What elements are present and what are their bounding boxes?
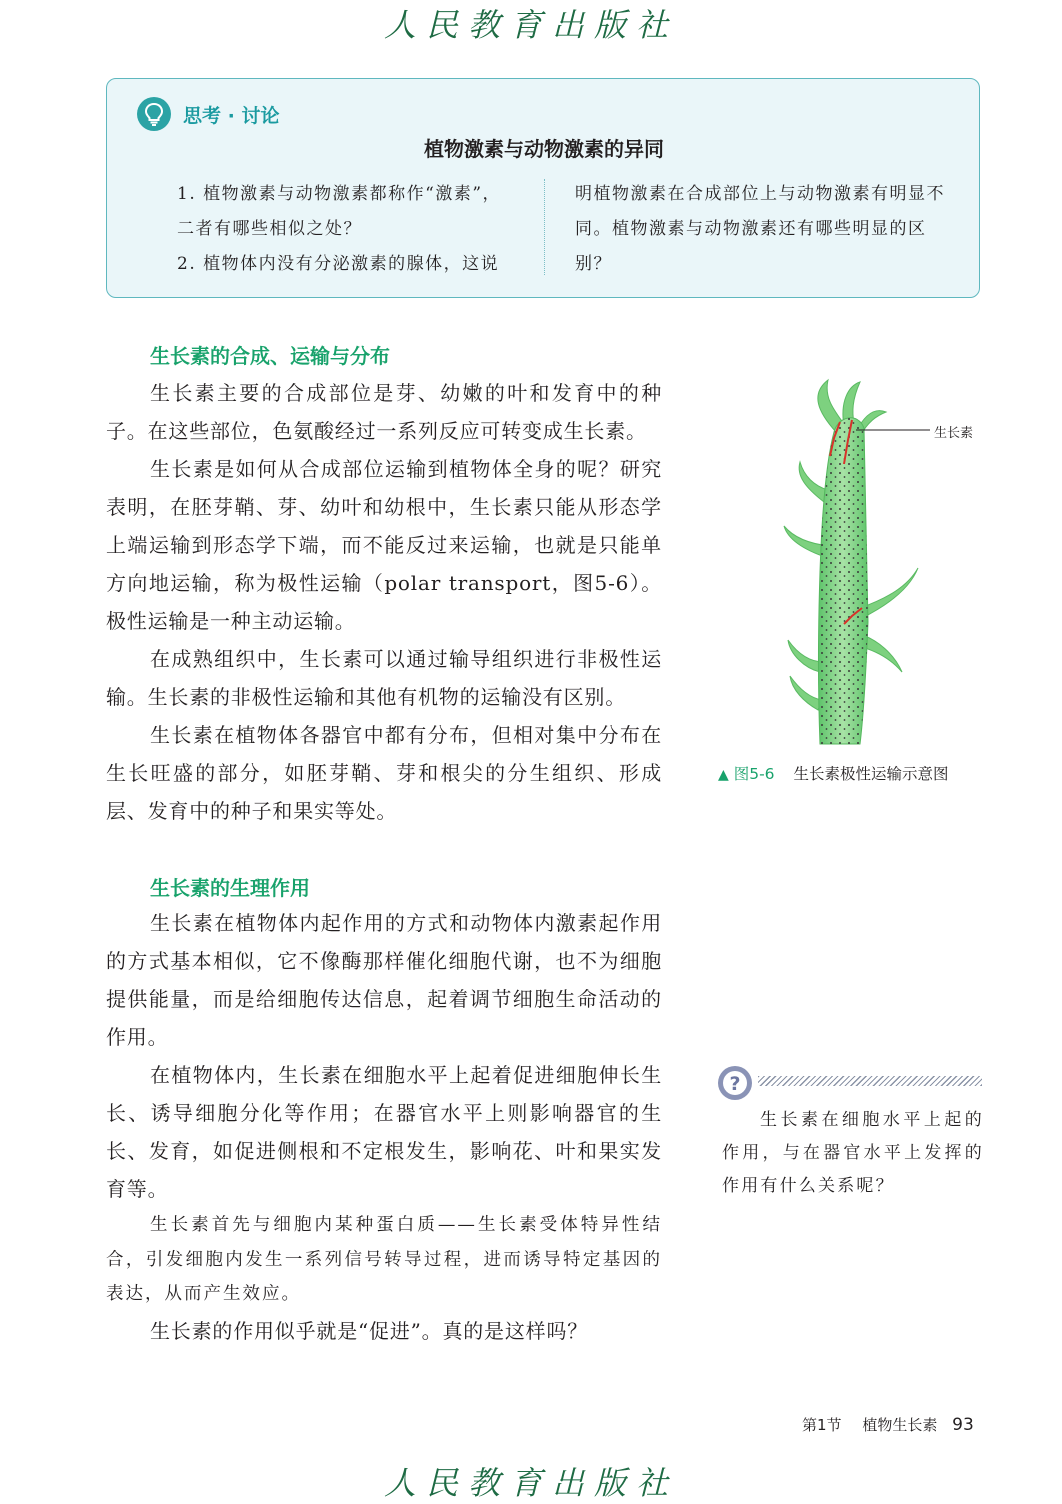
publisher-footer: 人民教育出版社 [383,1464,678,1502]
paragraph: 生长素在植物体各器官中都有分布，但相对集中分布在生长旺盛的部分，如胚芽鞘、芽和根尖的分生组织、形成层、发育中的种子和果实等处。 [106,723,662,823]
question-1: 1. 植物激素与动物激素都称作“激素”，二者有哪些相似之处？ [177,184,502,239]
publisher-header: 人民教育出版社 [383,6,678,44]
page-number: 93 [952,1415,974,1435]
side-question-text: 生长素在细胞水平上起的作用，与在器官水平上发挥的作用有什么关系呢？ [722,1110,984,1196]
polar-transport-figure [748,372,988,752]
figure-number: 图5-6 [733,765,775,783]
side-question [722,1104,984,1203]
figure-caption [718,762,949,784]
paragraph: 在成熟组织中，生长素可以通过输导组织进行非极性运输。生长素的非极性运输和其他有机物的运输没有区别。 [106,647,662,709]
discussion-label: 思考 · 讨论 [183,104,280,127]
discussion-title: 植物激素与动物激素的异同 [424,137,664,161]
section-heading-physiology: 生长素的生理作用 [150,876,310,900]
section-synthesis-body [106,374,662,830]
discussion-left-column [137,177,519,282]
discussion-header [137,97,279,131]
hatched-divider [758,1076,982,1086]
discussion-box [106,78,980,298]
triangle-icon: ▲ [718,767,729,783]
question-2: 2. 植物体内没有分泌激素的腺体，这说 [177,254,500,274]
paragraph: 生长素的作用似乎就是“促进”。真的是这样吗？ [150,1318,589,1343]
footer-section: 第1节 [802,1416,842,1434]
paragraph: 生长素主要的合成部位是芽、幼嫩的叶和发育中的种子。在这些部位，色氨酸经过一系列反应可转变成生长素。 [106,381,662,443]
svg-text:?: ? [729,1073,741,1095]
paragraph: 生长素在植物体内起作用的方式和动物体内激素起作用的方式基本相似，它不像酶那样催化细胞代谢，也不为细胞提供能量，而是给细胞传达信息，起着调节细胞生命活动的作用。 [106,911,662,1049]
paragraph: 在植物体内，生长素在细胞水平上起着促进细胞伸长生长、诱导细胞分化等作用；在器官水平上则影响器官的生长、发育，如促进侧根和不定根发生，影响花、叶和果实发育等。 [106,1063,662,1201]
section-heading-synthesis: 生长素的合成、运输与分布 [150,344,390,368]
section-physiology-body [106,904,662,1350]
column-divider [544,179,545,275]
figure-caption-text: 生长素极性运输示意图 [793,765,949,783]
question-icon [716,1064,754,1102]
lightbulb-icon [137,97,171,131]
paragraph: 生长素是如何从合成部位运输到植物体全身的呢？研究表明，在胚芽鞘、芽、幼叶和幼根中，生长素只能从形态学上端运输到形态学下端，而不能反过来运输，也就是只能单方向地运输，称为极性运输（polar transport，图5-6）。极性运输是一种主动运输。 [106,457,662,633]
figure-callout-label: 生长素 [934,426,974,441]
footer-title: 植物生长素 [862,1416,938,1434]
question-2-continued: 明植物激素在合成部位上与动物激素有明显不同。植物激素与动物激素还有哪些明显的区别？ [575,184,945,274]
page-footer [802,1414,974,1435]
small-paragraph: 生长素首先与细胞内某种蛋白质——生长素受体特异性结合，引发细胞内发生一系列信号转导过程，进而诱导特定基因的表达，从而产生效应。 [106,1215,662,1304]
